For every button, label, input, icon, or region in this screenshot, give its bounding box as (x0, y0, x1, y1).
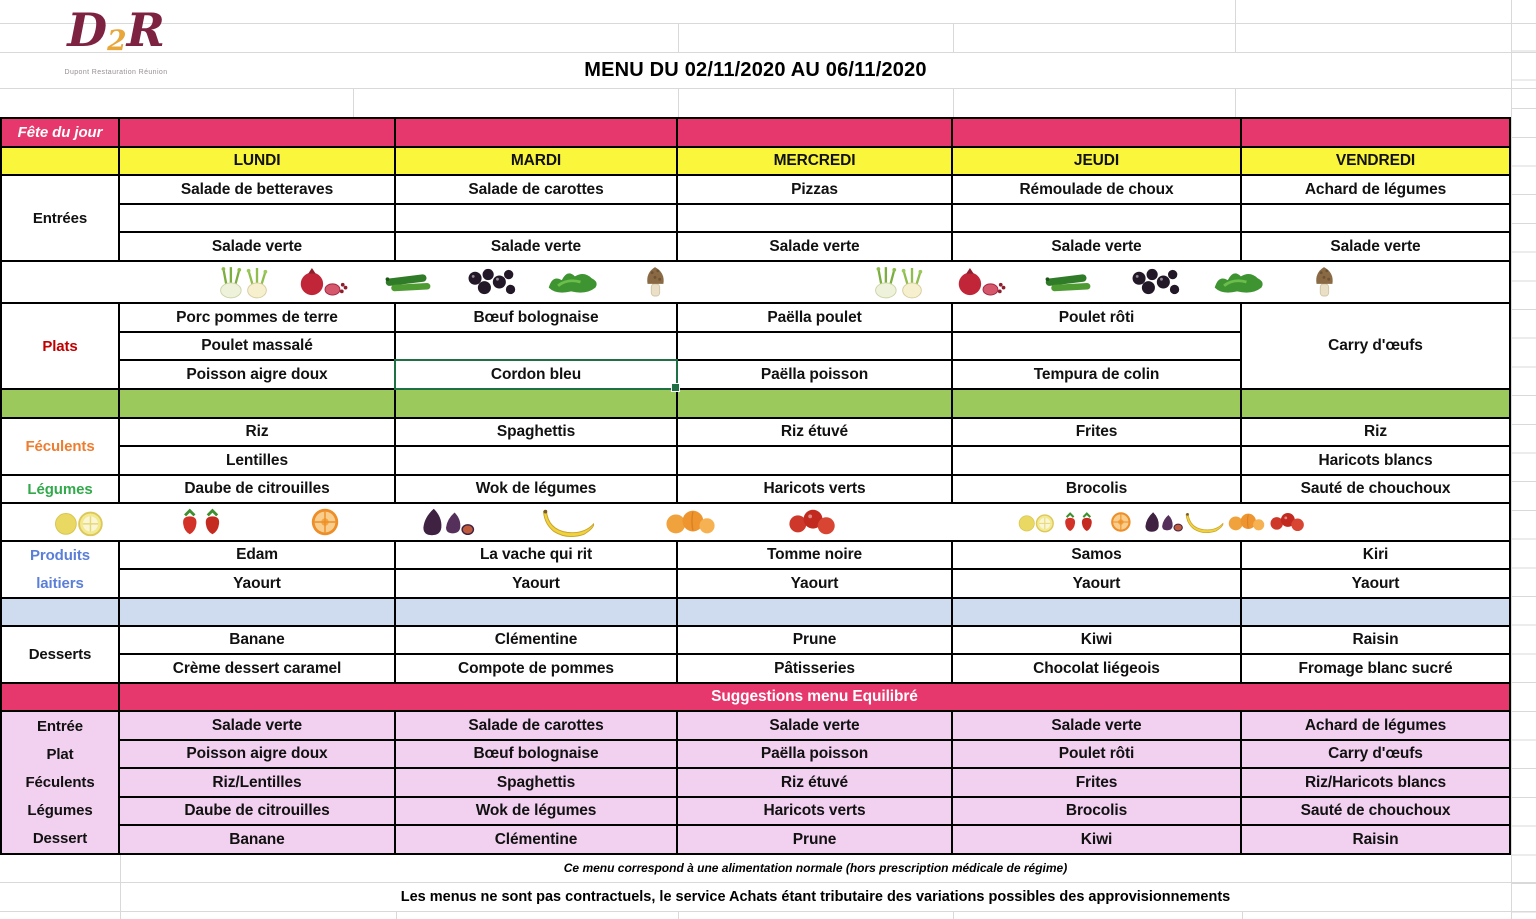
fig-icon (1142, 509, 1184, 535)
menu-cell[interactable]: Salade verte (120, 233, 396, 262)
menu-cell[interactable]: Poisson aigre doux (120, 361, 396, 390)
menu-cell[interactable]: Spaghettis (396, 419, 678, 447)
menu-cell[interactable]: Pâtisseries (678, 655, 953, 684)
suggestion-cell[interactable]: Kiwi (953, 826, 1242, 855)
menu-cell[interactable] (1242, 205, 1511, 233)
day-header-mardi[interactable]: MARDI (396, 148, 678, 176)
zucchini-icon (1040, 265, 1096, 299)
menu-cell[interactable]: Yaourt (678, 570, 953, 599)
menu-cell[interactable] (678, 447, 953, 476)
menu-cell[interactable]: Porc pommes de terre (120, 304, 396, 333)
menu-cell[interactable]: Kiri (1242, 542, 1511, 570)
menu-cell[interactable]: Paëlla poulet (678, 304, 953, 333)
gridline (396, 911, 397, 919)
sugg-label-dessert: Dessert (32, 830, 88, 848)
menu-cell[interactable]: Paëlla poisson (678, 361, 953, 390)
menu-cell[interactable]: Salade de carottes (396, 176, 678, 205)
row-label-plats[interactable]: Plats (2, 304, 120, 390)
menu-cell[interactable]: Fromage blanc sucré (1242, 655, 1511, 684)
menu-cell[interactable]: Riz étuvé (678, 419, 953, 447)
banana-icon (535, 505, 603, 539)
red-berries-icon (779, 505, 847, 539)
menu-cell[interactable]: Bœuf bolognaise (396, 304, 678, 333)
menu-cell[interactable] (953, 447, 1242, 476)
suggestion-cell[interactable]: Poisson aigre doux (120, 741, 396, 769)
suggestion-cell[interactable]: Salade verte (953, 712, 1242, 741)
menu-cell[interactable] (396, 333, 678, 361)
suggestion-cell[interactable]: Bœuf bolognaise (396, 741, 678, 769)
suggestion-cell[interactable]: Riz/Haricots blancs (1242, 769, 1511, 798)
apricot-icon (657, 505, 725, 539)
separator-cell[interactable] (953, 390, 1242, 419)
right-margin-gridlines (1511, 23, 1536, 919)
gridline (1235, 0, 1236, 52)
menu-cell[interactable]: Yaourt (120, 570, 396, 599)
gridline (0, 88, 1536, 89)
d2r-logo-subtitle: Dupont Restauration Réunion (64, 69, 168, 76)
separator-cell[interactable] (678, 599, 953, 627)
apricot-icon (1226, 509, 1268, 535)
menu-cell[interactable] (953, 333, 1242, 361)
separator-cell[interactable] (2, 390, 120, 419)
suggestions-header[interactable]: Suggestions menu Equilibré (120, 684, 1511, 712)
suggestion-cell[interactable]: Prune (678, 826, 953, 855)
fete-cell[interactable] (678, 119, 953, 148)
morel-mushroom-icon (1296, 265, 1352, 299)
fennel-icon (870, 265, 926, 299)
suggestion-cell[interactable]: Riz étuvé (678, 769, 953, 798)
sugg-label-entree: Entrée (36, 717, 84, 735)
menu-cell[interactable]: Salade verte (953, 233, 1242, 262)
menu-cell[interactable]: Edam (120, 542, 396, 570)
menu-cell[interactable]: Haricots blancs (1242, 447, 1511, 476)
menu-cell[interactable]: Frites (953, 419, 1242, 447)
menu-cell[interactable]: Pizzas (678, 176, 953, 205)
vegetables-decoration-row (2, 262, 1511, 304)
menu-cell[interactable]: Sauté de chouchoux (1242, 476, 1511, 504)
fete-cell[interactable] (953, 119, 1242, 148)
gridline (953, 23, 954, 52)
menu-cell[interactable] (678, 205, 953, 233)
fete-cell[interactable] (396, 119, 678, 148)
pomegranate-icon (955, 265, 1011, 299)
menu-cell[interactable]: La vache qui rit (396, 542, 678, 570)
separator-cell[interactable] (120, 599, 396, 627)
gridline (678, 911, 679, 919)
leafy-greens-icon (1211, 265, 1267, 299)
fete-cell[interactable] (1242, 119, 1511, 148)
sugg-label-plat: Plat (46, 745, 74, 763)
menu-cell[interactable]: Yaourt (396, 570, 678, 599)
separator-cell[interactable] (396, 599, 678, 627)
menu-cell[interactable]: Salade verte (396, 233, 678, 262)
suggestion-cell[interactable]: Spaghettis (396, 769, 678, 798)
page-title: MENU DU 02/11/2020 AU 06/11/2020 (584, 59, 927, 81)
separator-cell[interactable] (120, 390, 396, 419)
suggestion-cell[interactable]: Sauté de chouchoux (1242, 798, 1511, 826)
menu-cell[interactable]: Salade verte (1242, 233, 1511, 262)
selected-cell-cordon-bleu[interactable]: Cordon bleu (396, 361, 678, 390)
row-label-feculents[interactable]: Féculents (2, 419, 120, 476)
menu-cell[interactable]: Poulet rôti (953, 304, 1242, 333)
sugg-label-feculents: Féculents (25, 774, 95, 791)
suggestion-cell[interactable]: Banane (120, 826, 396, 855)
menu-cell[interactable]: Achard de légumes (1242, 176, 1511, 205)
separator-cell[interactable] (1242, 390, 1511, 419)
gridline (678, 23, 679, 52)
suggestion-cell[interactable]: Salade verte (678, 712, 953, 741)
menu-cell[interactable]: Clémentine (396, 627, 678, 655)
menu-cell[interactable]: Chocolat liégeois (953, 655, 1242, 684)
note-normal-diet[interactable]: Ce menu correspond à une alimentation normale (hors prescription médicale de régime) (563, 860, 1068, 875)
d2r-logo-mark: D2R (67, 3, 165, 57)
suggestion-cell[interactable]: Paëlla poisson (678, 741, 953, 769)
vegetable-icons-group (215, 265, 683, 299)
day-header-mercredi[interactable]: MERCREDI (678, 148, 953, 176)
separator-cell[interactable] (953, 599, 1242, 627)
menu-cell[interactable]: Riz (120, 419, 396, 447)
fig-icon (413, 505, 481, 539)
row-label-laitiers: laitiers (36, 574, 84, 592)
lemon-icon (47, 505, 115, 539)
suggestion-cell[interactable]: Daube de citrouilles (120, 798, 396, 826)
fete-cell[interactable] (120, 119, 396, 148)
suggestion-cell[interactable]: Brocolis (953, 798, 1242, 826)
menu-cell[interactable] (396, 205, 678, 233)
leafy-greens-icon (545, 265, 601, 299)
lemon-icon (1017, 509, 1059, 535)
suggestion-cell[interactable]: Salade de carottes (396, 712, 678, 741)
suggestion-cell[interactable]: Wok de légumes (396, 798, 678, 826)
menu-cell[interactable]: Brocolis (953, 476, 1242, 504)
menu-cell[interactable]: Salade de betteraves (120, 176, 396, 205)
menu-cell[interactable]: Crème dessert caramel (120, 655, 396, 684)
day-header-jeudi[interactable]: JEUDI (953, 148, 1242, 176)
separator-cell[interactable] (2, 599, 120, 627)
menu-cell[interactable]: Tomme noire (678, 542, 953, 570)
menu-cell[interactable]: Tempura de colin (953, 361, 1242, 390)
row-label-produits: Produits (29, 547, 91, 565)
gridline (678, 88, 679, 117)
menu-cell[interactable]: Samos (953, 542, 1242, 570)
day-header-lundi[interactable]: LUNDI (120, 148, 396, 176)
gridline (1235, 88, 1236, 117)
note-not-contractual[interactable]: Les menus ne sont pas contractuels, le service Achats étant tributaire des variations possibles des approvisionnements (400, 888, 1231, 905)
fruits-decoration-row (2, 504, 1511, 542)
suggestion-cell[interactable]: Riz/Lentilles (120, 769, 396, 798)
morel-mushroom-icon (627, 265, 683, 299)
orange-slice-icon (1100, 509, 1142, 535)
strawberry-icon (169, 505, 237, 539)
menu-cell[interactable]: Banane (120, 627, 396, 655)
day-header-vendredi[interactable]: VENDREDI (1242, 148, 1511, 176)
fennel-icon (215, 265, 271, 299)
menu-cell-vendredi-plat-merged[interactable]: Carry d'œufs (1242, 304, 1511, 390)
row-label-desserts[interactable]: Desserts (2, 627, 120, 684)
banana-icon (1184, 509, 1226, 535)
gridline (0, 23, 1536, 24)
menu-cell[interactable]: Rémoulade de choux (953, 176, 1242, 205)
gridline (953, 911, 954, 919)
menu-cell[interactable] (678, 333, 953, 361)
day-header-spacer[interactable] (2, 148, 120, 176)
menu-table (0, 117, 1511, 855)
separator-cell[interactable] (396, 390, 678, 419)
suggestion-cell[interactable]: Poulet rôti (953, 741, 1242, 769)
suggestion-cell[interactable]: Salade verte (120, 712, 396, 741)
gridline (953, 88, 954, 117)
row-label-entrees[interactable]: Entrées (2, 176, 120, 262)
menu-cell[interactable]: Riz (1242, 419, 1511, 447)
menu-cell[interactable]: Raisin (1242, 627, 1511, 655)
suggestion-cell[interactable]: Clémentine (396, 826, 678, 855)
menu-cell[interactable]: Haricots verts (678, 476, 953, 504)
menu-cell[interactable]: Compote de pommes (396, 655, 678, 684)
menu-cell[interactable]: Poulet massalé (120, 333, 396, 361)
red-berries-icon (1267, 509, 1309, 535)
pomegranate-icon (297, 265, 353, 299)
blackcurrant-icon (1126, 265, 1182, 299)
fete-du-jour-label[interactable]: Fête du jour (2, 119, 120, 148)
menu-cell[interactable]: Wok de légumes (396, 476, 678, 504)
menu-cell[interactable]: Prune (678, 627, 953, 655)
vegetable-icons-group (870, 265, 1352, 299)
gridline (0, 911, 1536, 912)
suggestions-header-spacer[interactable] (2, 684, 120, 712)
suggestion-cell[interactable]: Raisin (1242, 826, 1511, 855)
suggestion-cell[interactable]: Haricots verts (678, 798, 953, 826)
menu-cell[interactable] (953, 205, 1242, 233)
suggestion-cell[interactable]: Carry d'œufs (1242, 741, 1511, 769)
menu-cell[interactable]: Lentilles (120, 447, 396, 476)
gridline (1242, 911, 1243, 919)
orange-slice-icon (291, 505, 359, 539)
separator-cell[interactable] (678, 390, 953, 419)
menu-cell[interactable] (396, 447, 678, 476)
sugg-label-legumes: Légumes (27, 802, 93, 820)
row-label-produits-laitiers[interactable] (2, 542, 120, 599)
strawberry-icon (1059, 509, 1101, 535)
menu-cell[interactable]: Kiwi (953, 627, 1242, 655)
suggestions-row-labels[interactable] (2, 712, 120, 855)
zucchini-icon (380, 265, 436, 299)
suggestion-cell[interactable]: Frites (953, 769, 1242, 798)
fruit-icons-group (47, 505, 847, 539)
menu-cell[interactable]: Yaourt (953, 570, 1242, 599)
menu-cell[interactable]: Daube de citrouilles (120, 476, 396, 504)
gridline (353, 88, 354, 117)
suggestion-cell[interactable]: Achard de légumes (1242, 712, 1511, 741)
blackcurrant-icon (462, 265, 518, 299)
menu-cell[interactable]: Yaourt (1242, 570, 1511, 599)
menu-cell[interactable]: Salade verte (678, 233, 953, 262)
row-label-legumes[interactable]: Légumes (2, 476, 120, 504)
separator-cell[interactable] (1242, 599, 1511, 627)
menu-cell[interactable] (120, 205, 396, 233)
fruit-icons-group (1017, 509, 1309, 535)
